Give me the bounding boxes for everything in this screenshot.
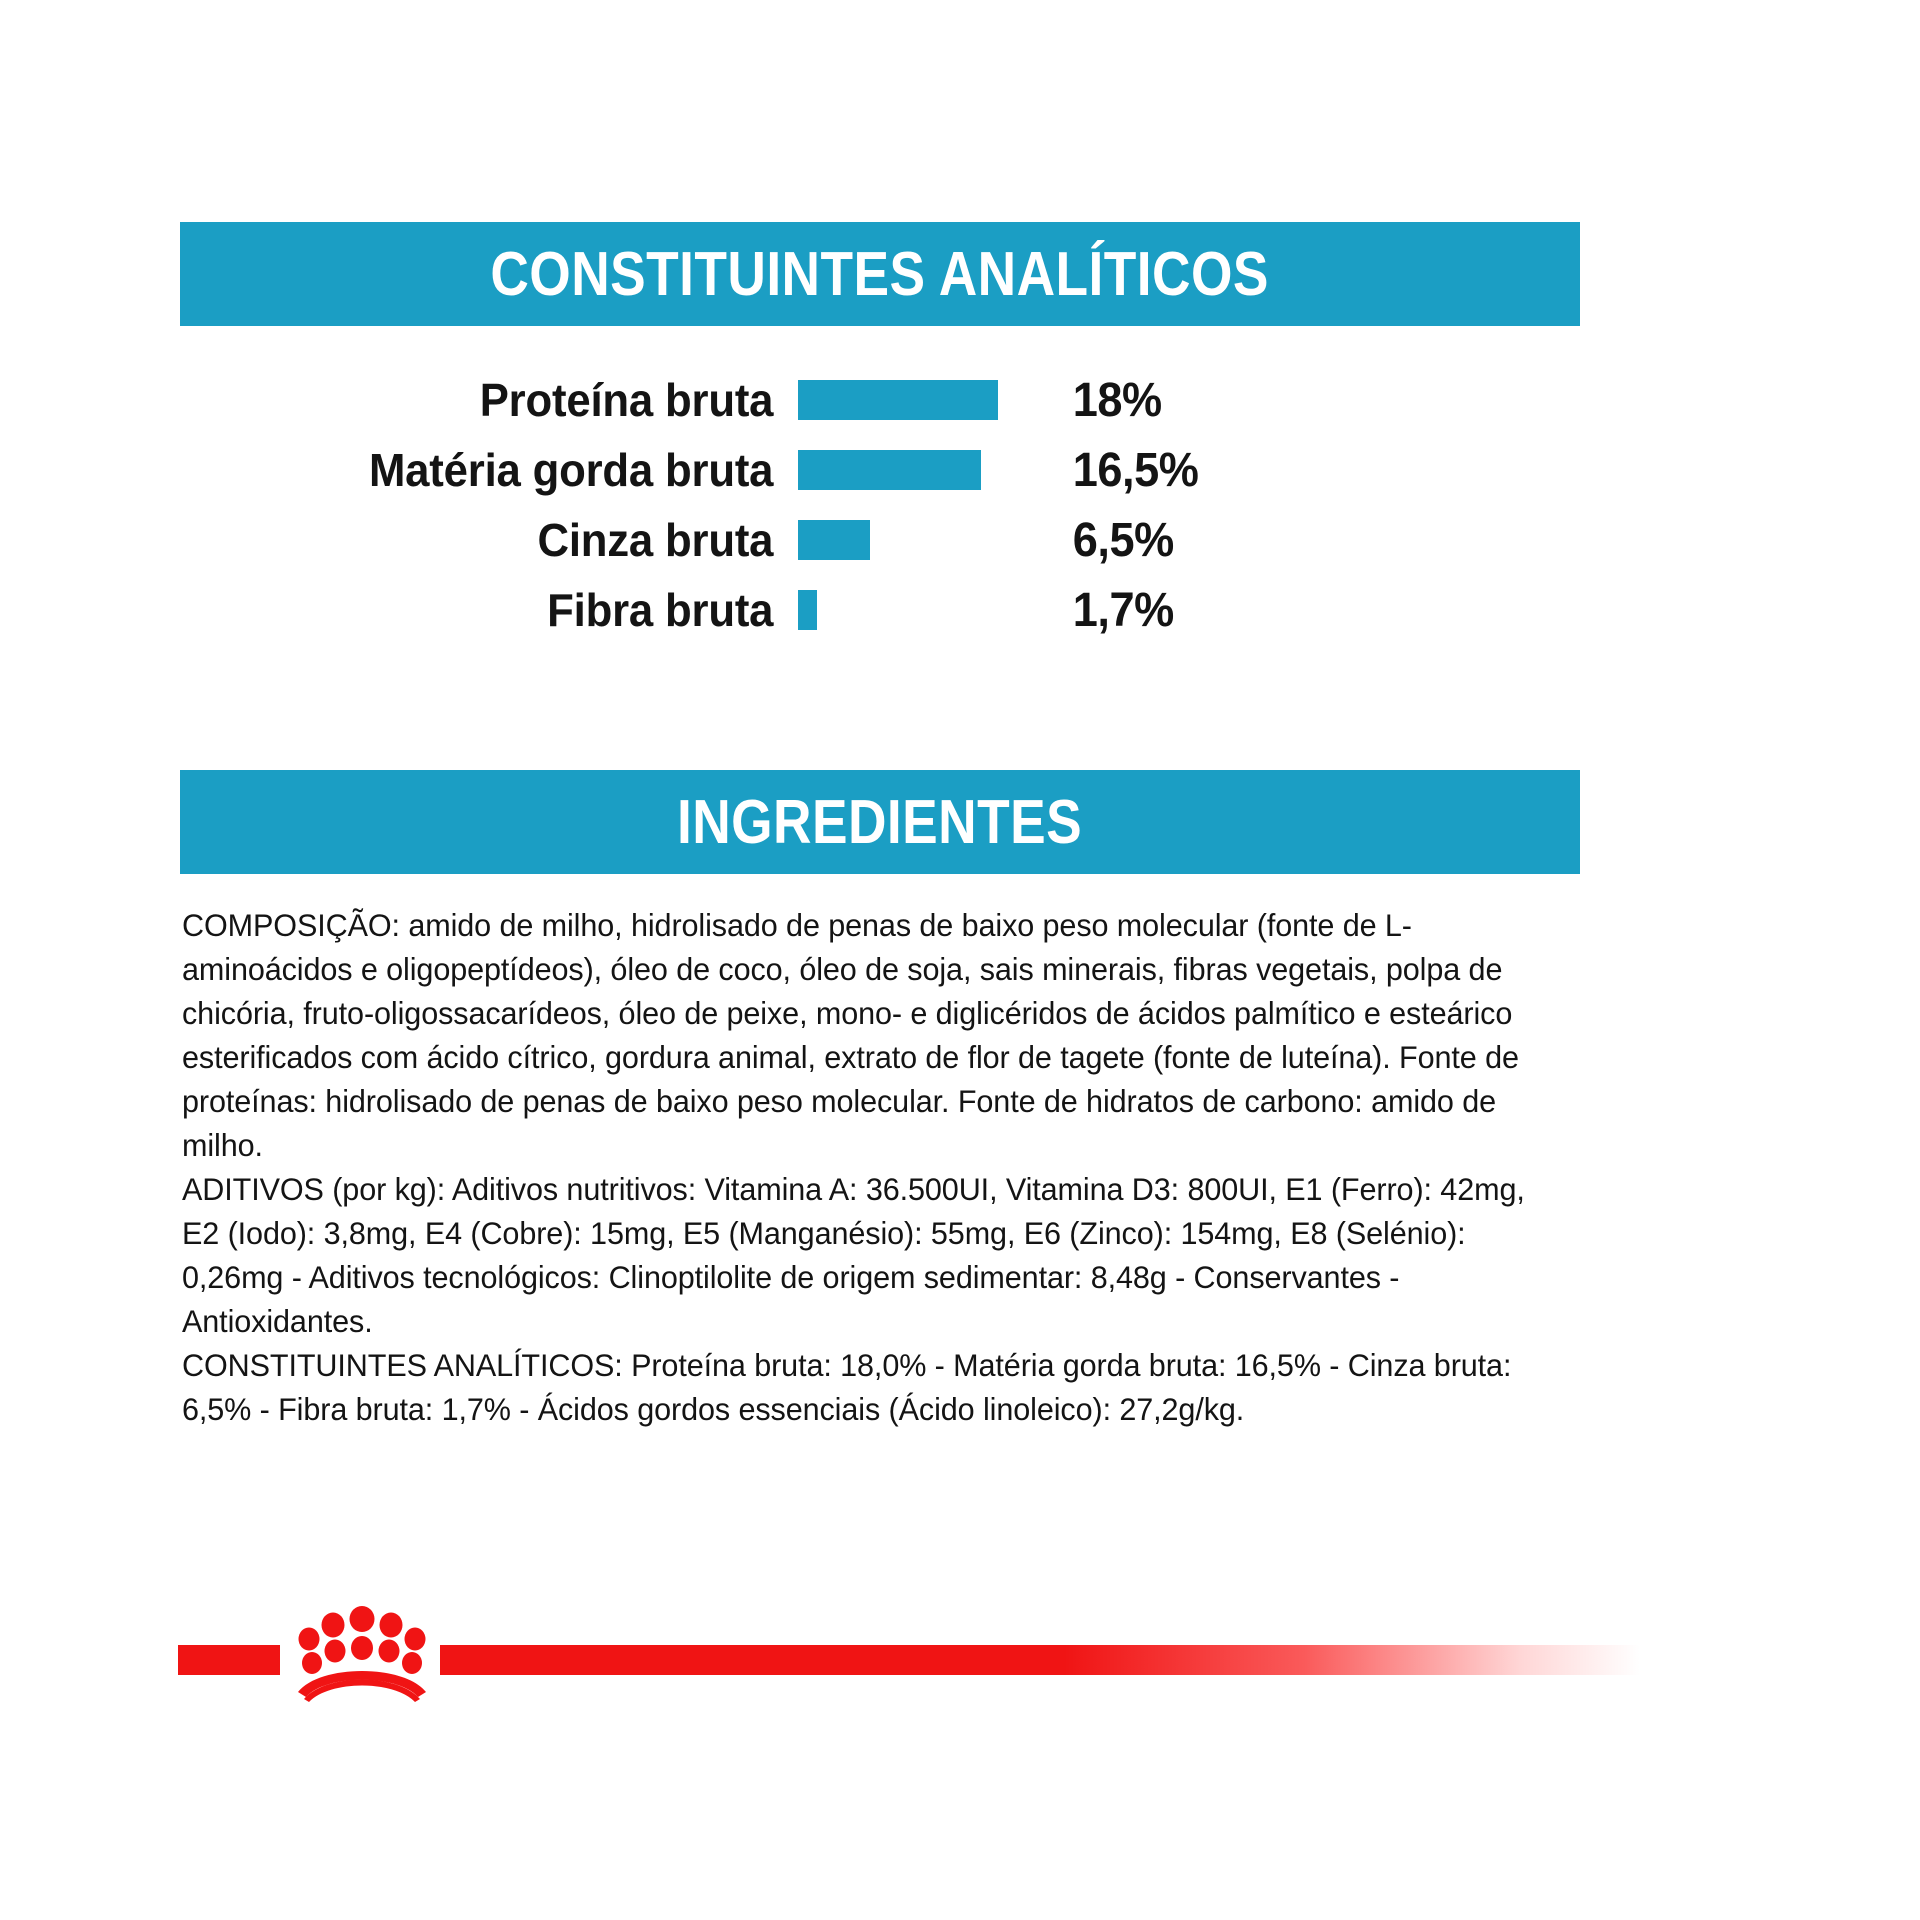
nutrient-value-protein: 18%: [1072, 373, 1162, 427]
footer-rule-right: [440, 1645, 1640, 1675]
nutrient-label-fat: Matéria gorda bruta: [368, 444, 774, 496]
nutrient-value-fibre: 1,7%: [1072, 583, 1174, 637]
nutrient-value-fat: 16,5%: [1072, 443, 1199, 497]
nutrient-bar-track: [798, 590, 1054, 630]
nutrient-bar-fat: [798, 450, 981, 490]
nutrient-bar-track: [798, 520, 1054, 560]
composition-paragraph: COMPOSIÇÃO: amido de milho, hidrolisado de penas de baixo peso molecular (fonte de L-aminoácidos e oligopeptídeos), óleo de coco, óleo de soja, sais minerais, fibras vegetais, polpa de chicória, fruto-oligossacarídeos, óleo de peixe, mono- e diglicéridos de ácidos palmítico e esteárico esterificados com ácido cítrico, gordura animal, extrato de flor de tagete (fonte de luteína). Fonte de proteínas: hidrolisado de penas de baixo peso molecular. Fonte de hidratos de carbono: amido de milho.: [182, 907, 1519, 1163]
analytical-constituents-title: CONSTITUINTES ANALÍTICOS: [490, 239, 1270, 309]
nutrient-label-protein: Proteína bruta: [479, 374, 774, 426]
nutrient-bar-protein: [798, 380, 998, 420]
nutrient-bar-fibre: [798, 590, 817, 630]
nutrient-value-ash: 6,5%: [1072, 513, 1174, 567]
analytical-constituents-paragraph: CONSTITUINTES ANALÍTICOS: Proteína bruta: 18,0% - Matéria gorda bruta: 16,5% - Cinza bruta: 6,5% - Fibra bruta: 1,7% - Ácidos gordos essenciais (Ácido linoleico): 27,2g/kg.: [182, 1347, 1512, 1427]
nutrient-row: [180, 505, 1580, 575]
nutrient-row: [180, 575, 1580, 645]
nutrient-bar-track: [798, 380, 1054, 420]
royal-canin-crown-icon: [282, 1606, 442, 1702]
footer-rule-left: [178, 1645, 280, 1675]
nutrient-label-fibre: Fibra bruta: [547, 584, 774, 636]
ingredients-body: [182, 903, 1602, 1431]
nutrient-label-ash: Cinza bruta: [537, 514, 774, 566]
ingredients-title: INGREDIENTES: [677, 787, 1083, 857]
analytical-constituents-banner: [180, 222, 1580, 326]
nutrient-bar-ash: [798, 520, 870, 560]
nutrient-bar-track: [798, 450, 1054, 490]
nutrient-bar-chart: [180, 365, 1580, 645]
nutrient-row: [180, 365, 1580, 435]
additives-paragraph: ADITIVOS (por kg): Aditivos nutritivos: Vitamina A: 36.500UI, Vitamina D3: 800UI, E1 (Ferro): 42mg, E2 (Iodo): 3,8mg, E4 (Cobre): 15mg, E5 (Manganésio): 55mg, E6 (Zinco): 154mg, E8 (Selénio): 0,26mg - Aditivos tecnológicos: Clinoptilolite de origem sedimentar: 8,48g - Conservantes - Antioxidantes.: [182, 1171, 1525, 1339]
nutrient-row: [180, 435, 1580, 505]
ingredients-banner: [180, 770, 1580, 874]
